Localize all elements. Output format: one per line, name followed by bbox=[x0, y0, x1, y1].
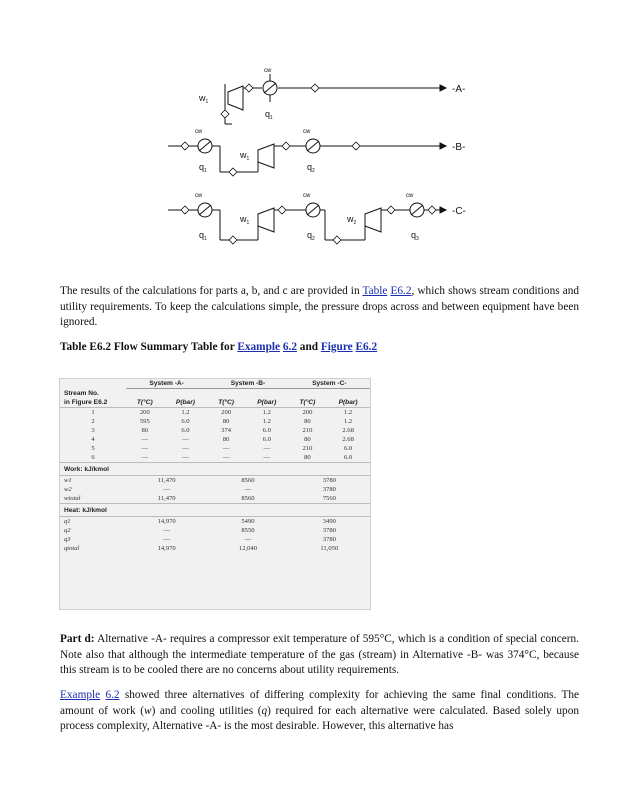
stream-header: Stream No. bbox=[64, 389, 99, 397]
w1-label-c: $w_1$ bbox=[240, 214, 250, 226]
compressor-w1-a bbox=[228, 86, 243, 110]
example-link[interactable]: Example bbox=[237, 341, 281, 353]
example-62-link[interactable]: 6.2 bbox=[282, 341, 297, 353]
stream-header-2: in Figure E6.2 bbox=[64, 399, 108, 406]
system-c-header: System -C- bbox=[289, 379, 370, 389]
table-row: 3 80 6.0 374 6.0 210 2.68 bbox=[91, 427, 354, 434]
q2-label-b: $q_2$ bbox=[307, 162, 315, 174]
table-row: w1 11,470 8560 3780 bbox=[60, 476, 370, 486]
example-62-link-2[interactable]: 6.2 bbox=[105, 689, 120, 701]
row-label-b: -B- bbox=[452, 142, 466, 153]
table-row: 5 — — — — 210 6.0 bbox=[91, 445, 353, 452]
system-a-header: System -A- bbox=[126, 379, 207, 389]
process-flow-diagram bbox=[0, 0, 635, 260]
table-row: w2 — — 3780 bbox=[64, 486, 336, 493]
example-summary-paragraph: Example 6.2 showed three alternatives of differing complexity for achieving the same final conditions. The amount of work (w) and cooling utilities (q) required for each alternative were calculated. Based solely upon process complexity, Alternative -A- is the most desirable. However, this alternative has bbox=[60, 689, 580, 732]
table-row: 6 — — — — 80 6.0 bbox=[91, 454, 353, 461]
w1-label-a: $w_1$ bbox=[199, 93, 209, 105]
q1-label-c: $q_1$ bbox=[199, 230, 207, 242]
flow-summary-table: System -A- System -B- System -C- Stream No. in Figure E6.2 T(°C) P(bar) T(°C) P(bar) T(°C) P(bar) 1 200 1.2 200 1.2 200 1.2 2 595 6.0 80 1.2 80 1.2 3 80 6.0 374 6.0 210 2.68 4 — — 80 6.0 80 2.68 5 — — — — 210 6.0 6 — — — — 80 6.0 Work: kJ/kmol w1 11,470 8560 3780 w2 — — 3780 wtotal 11,470 8560 7560 Heat: kJ/kmol q1 14,970 5490 3490 q2 — 8550 3780 q3 — — 3780 qtotal 14,970 12,040 11,050 bbox=[59, 378, 371, 610]
cw-label-b2: cw bbox=[303, 129, 311, 135]
w2-label-c: $w_2$ bbox=[347, 214, 357, 226]
part-d-paragraph: Part d: Alternative -A- requires a compressor exit temperature of 595°C, which is a condition of special concern. Note also that although the intermediate temperature of the gas (stream) in Alternative -B- was 374°C, because this stream is to be cooled there are no concerns about utility requirements. bbox=[60, 633, 579, 676]
table-row: 1 200 1.2 200 1.2 200 1.2 bbox=[60, 408, 370, 418]
table-e62-link[interactable]: E6.2 bbox=[390, 285, 412, 297]
work-section-header: Work: kJ/kmol bbox=[60, 463, 370, 476]
table-row: q1 14,970 5490 3490 bbox=[60, 517, 370, 527]
table-link[interactable]: Table bbox=[362, 285, 388, 297]
table-caption: Table E6.2 Flow Summary Table for Example 6.2 and Figure E6.2 bbox=[60, 341, 378, 353]
cw-label-c2: cw bbox=[303, 193, 311, 199]
cw-label-b1: cw bbox=[195, 129, 203, 135]
figure-e62-link[interactable]: E6.2 bbox=[355, 341, 378, 353]
q3-label-c: $q_3$ bbox=[411, 230, 419, 242]
results-paragraph: The results of the calculations for parts a, b, and c are provided in Table E6.2, which shows stream conditions and utility requirements. To keep the calculations simple, the pressure drops across and between equipment have been ignored. bbox=[60, 285, 580, 328]
compressor-w1-b bbox=[258, 144, 274, 168]
table-row: 4 — — 80 6.0 80 2.68 bbox=[91, 436, 354, 443]
table-row: wtotal 11,470 8560 7560 bbox=[64, 495, 336, 502]
table-row: qtotal 14,970 12,040 11,050 bbox=[64, 545, 339, 552]
system-b-header: System -B- bbox=[207, 379, 288, 389]
table-row: q2 — 8550 3780 bbox=[64, 527, 336, 534]
cw-label-a: cw bbox=[264, 68, 272, 74]
part-d-label: Part d: bbox=[60, 633, 95, 645]
w1-label-b: $w_1$ bbox=[240, 150, 250, 162]
row-label-a: -A- bbox=[452, 84, 466, 95]
q1-label-b: $q_1$ bbox=[199, 162, 207, 174]
row-label-c: -C- bbox=[452, 206, 466, 217]
figure-link[interactable]: Figure bbox=[320, 341, 353, 353]
example-link-2[interactable]: Example bbox=[60, 689, 101, 701]
heat-section-header: Heat: kJ/kmol bbox=[60, 504, 370, 517]
q2-label-c: $q_2$ bbox=[307, 230, 315, 242]
cw-label-c3: cw bbox=[406, 193, 414, 199]
table-row: q3 — — 3780 bbox=[64, 536, 336, 543]
compressor-w2-c bbox=[365, 208, 381, 232]
q1-label-a: $q_1$ bbox=[265, 109, 273, 121]
table-row: 2 595 6.0 80 1.2 80 1.2 bbox=[91, 418, 353, 425]
cw-label-c1: cw bbox=[195, 193, 203, 199]
compressor-w1-c bbox=[258, 208, 274, 232]
